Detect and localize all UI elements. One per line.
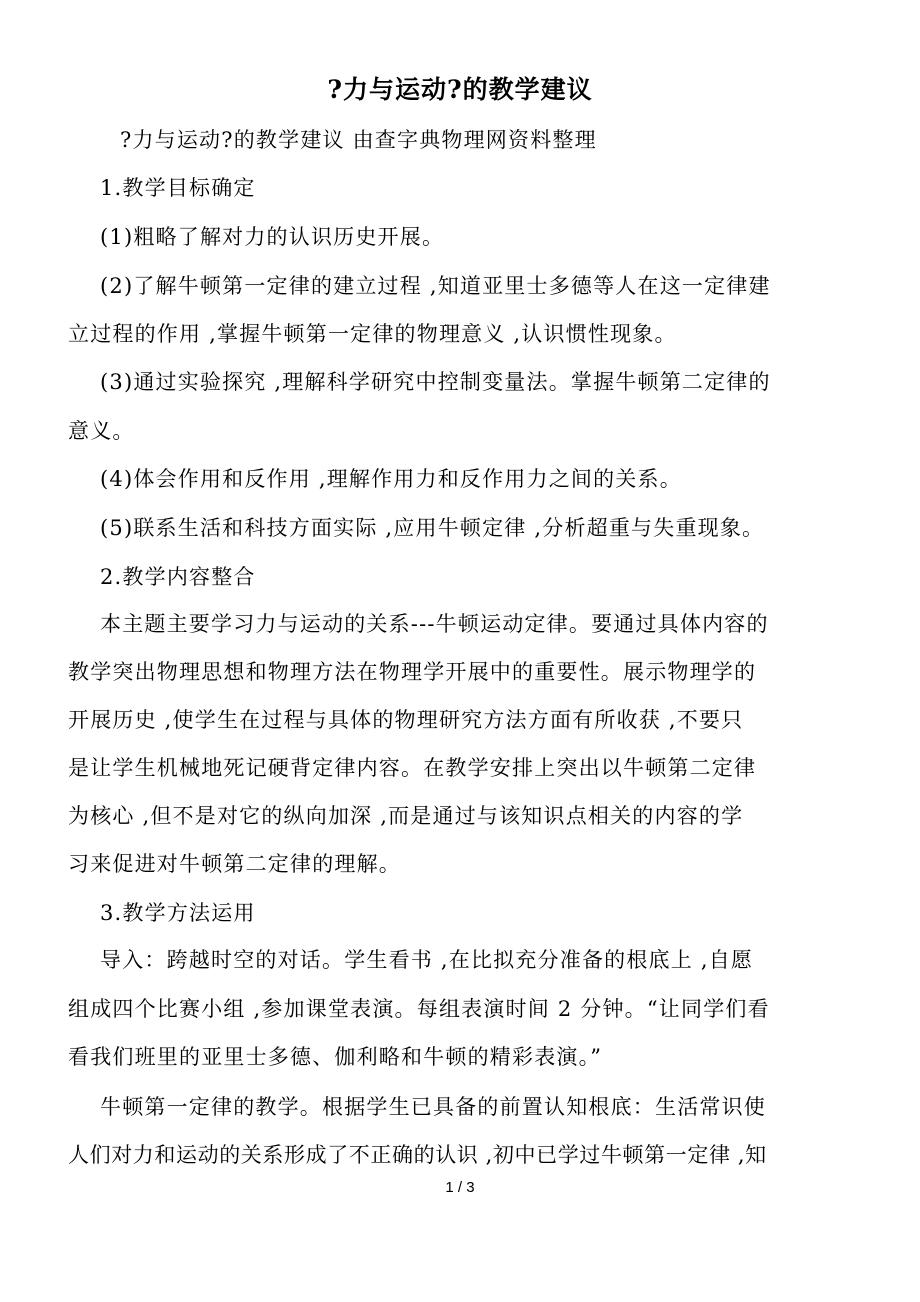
paragraph-line: (1)粗略了解对力的认识历史开展。	[100, 225, 445, 249]
section-heading-content: 2.教学内容整合	[100, 565, 256, 589]
section-heading-objectives: 1.教学目标确定	[100, 176, 256, 200]
paragraph-line: 立过程的作用 ,掌握牛顿第一定律的物理意义 ,认识惯性现象。	[68, 322, 677, 346]
paragraph-line: 是让学生机械地死记硬背定律内容。在教学安排上突出以牛顿第二定律	[68, 756, 757, 780]
paragraph-line: 开展历史 ,使学生在过程与具体的物理研究方法方面有所收获 ,不要只	[68, 708, 744, 732]
paragraph-line: 教学突出物理思想和物理方法在物理学开展中的重要性。展示物理学的	[68, 660, 757, 684]
paragraph-line: 本主题主要学习力与运动的关系---牛顿运动定律。要通过具体内容的	[100, 612, 769, 636]
paragraph-line: (3)通过实验探究 ,理解科学研究中控制变量法。掌握牛顿第二定律的	[100, 370, 771, 394]
document-subtitle: ?力与运动?的教学建议 由查字典物理网资料整理	[120, 128, 597, 152]
paragraph-line: 组成四个比赛小组 ,参加课堂表演。每组表演时间 2 分钟。“让同学们看	[68, 997, 770, 1021]
section-heading-methods: 3.教学方法运用	[100, 901, 256, 925]
paragraph-line: 导入：跨越时空的对话。学生看书 ,在比拟充分准备的根底上 ,自愿	[100, 948, 754, 972]
paragraph-line: 人们对力和运动的关系形成了不正确的认识 ,初中已学过牛顿第一定律 ,知	[68, 1143, 767, 1167]
paragraph-line: (2)了解牛顿第一定律的建立过程 ,知道亚里士多德等人在这一定律建	[100, 274, 771, 298]
paragraph-line: (5)联系生活和科技方面实际 ,应用牛顿定律 ,分析超重与失重现象。	[100, 516, 765, 540]
paragraph-line: 为核心 ,但不是对它的纵向加深 ,而是通过与该知识点相关的内容的学	[68, 804, 744, 828]
paragraph-line: 牛顿第一定律的教学。根据学生已具备的前置认知根底：生活常识使	[100, 1095, 766, 1119]
paragraph-line: 习来促进对牛顿第二定律的理解。	[68, 852, 401, 876]
page-number: 1 / 3	[445, 1179, 475, 1196]
paragraph-line: 看我们班里的亚里士多德、伽利略和牛顿的精彩表演。”	[68, 1045, 603, 1069]
paragraph-line: (4)体会作用和反作用 ,理解作用力和反作用力之间的关系。	[100, 467, 682, 491]
paragraph-line: 意义。	[68, 419, 135, 443]
document-title: ?力与运动?的教学建议	[327, 75, 593, 104]
